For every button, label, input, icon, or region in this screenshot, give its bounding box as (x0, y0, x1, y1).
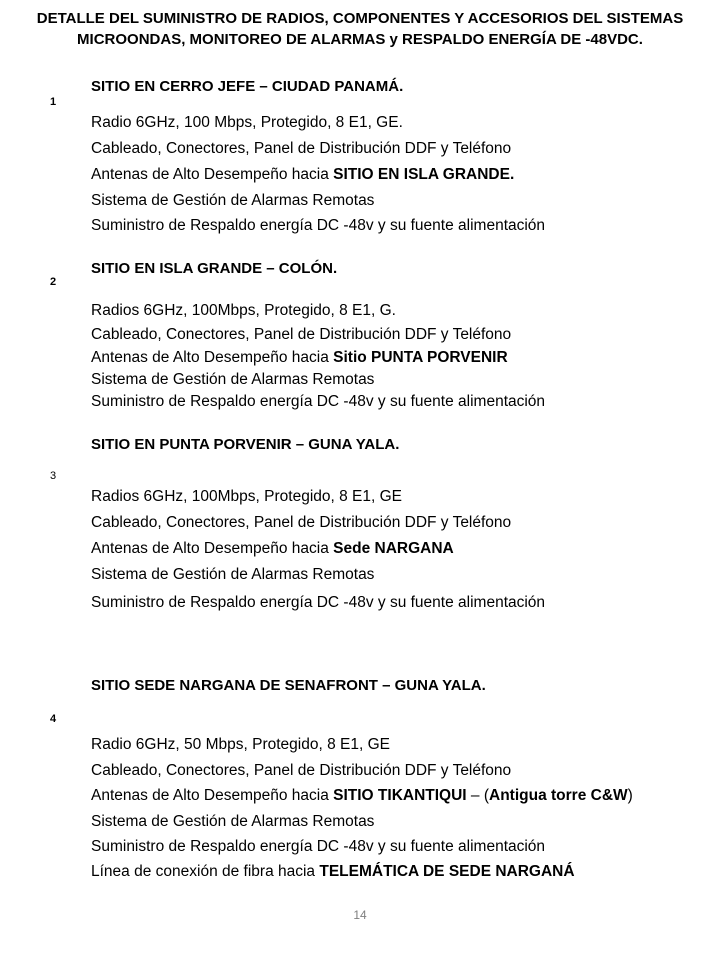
site-item: Suministro de Respaldo energía DC -48v y su fuente alimentación (91, 838, 546, 855)
site-item: Cableado, Conectores, Panel de Distribución DDF y Teléfono (91, 514, 512, 531)
site-item: Sistema de Gestión de Alarmas Remotas (91, 813, 375, 830)
item-bold: SITIO EN ISLA GRANDE. (333, 166, 515, 183)
document-title (0, 8, 720, 50)
site-item: Suministro de Respaldo energía DC -48v y su fuente alimentación (91, 393, 546, 410)
site-item: Sistema de Gestión de Alarmas Remotas (91, 566, 375, 583)
item-bold: TELEMÁTICA DE SEDE NARGANÁ (319, 863, 575, 880)
site-item: Radio 6GHz, 100 Mbps, Protegido, 8 E1, GE. (91, 114, 403, 131)
item-bold: SITIO TIKANTIQUI (333, 787, 467, 804)
item-text-2: – ( (466, 787, 490, 804)
site-item (91, 349, 508, 367)
site-item (91, 540, 454, 558)
site-item: Cableado, Conectores, Panel de Distribución DDF y Teléfono (91, 326, 512, 343)
site-item: Radios 6GHz, 100Mbps, Protegido, 8 E1, GE (91, 488, 403, 505)
item-bold-2: Antigua torre C&W (489, 787, 628, 804)
item-text: Antenas de Alto Desempeño hacia (91, 787, 334, 804)
title-line-1: DETALLE DEL SUMINISTRO DE RADIOS, COMPONENTES Y ACCESORIOS DEL SISTEMAS (36, 10, 684, 27)
title-line-2: MICROONDAS, MONITOREO DE ALARMAS y RESPALDO ENERGÍA DE -48VDC. (77, 31, 643, 48)
site-heading: SITIO SEDE NARGANA DE SENAFRONT – GUNA YALA. (91, 677, 486, 694)
site-item: Suministro de Respaldo energía DC -48v y su fuente alimentación (91, 594, 546, 611)
site-item (91, 166, 514, 184)
site-number: 1 (50, 96, 57, 108)
page-number: 14 (353, 908, 367, 922)
site-heading: SITIO EN CERRO JEFE – CIUDAD PANAMÁ. (91, 78, 404, 95)
site-item: Sistema de Gestión de Alarmas Remotas (91, 192, 375, 209)
item-text: Antenas de Alto Desempeño hacia (91, 166, 334, 183)
item-text: Línea de conexión de fibra hacia (91, 863, 320, 880)
site-item: Cableado, Conectores, Panel de Distribución DDF y Teléfono (91, 762, 512, 779)
site-item (91, 863, 575, 881)
site-item: Radios 6GHz, 100Mbps, Protegido, 8 E1, G. (91, 302, 396, 319)
item-bold: Sitio PUNTA PORVENIR (333, 349, 508, 366)
item-bold: Sede NARGANA (333, 540, 454, 557)
item-text-3: ) (627, 787, 633, 804)
item-text: Antenas de Alto Desempeño hacia (91, 540, 334, 557)
site-heading: SITIO EN PUNTA PORVENIR – GUNA YALA. (91, 436, 400, 453)
site-number: 2 (50, 276, 57, 288)
item-text: Antenas de Alto Desempeño hacia (91, 349, 334, 366)
site-item: Radio 6GHz, 50 Mbps, Protegido, 8 E1, GE (91, 736, 390, 753)
site-number: 3 (50, 470, 57, 482)
site-item: Suministro de Respaldo energía DC -48v y su fuente alimentación (91, 217, 546, 234)
site-item (91, 787, 633, 805)
site-item: Sistema de Gestión de Alarmas Remotas (91, 371, 375, 388)
site-number: 4 (50, 713, 57, 725)
site-heading: SITIO EN ISLA GRANDE – COLÓN. (91, 260, 338, 277)
site-item: Cableado, Conectores, Panel de Distribución DDF y Teléfono (91, 140, 512, 157)
